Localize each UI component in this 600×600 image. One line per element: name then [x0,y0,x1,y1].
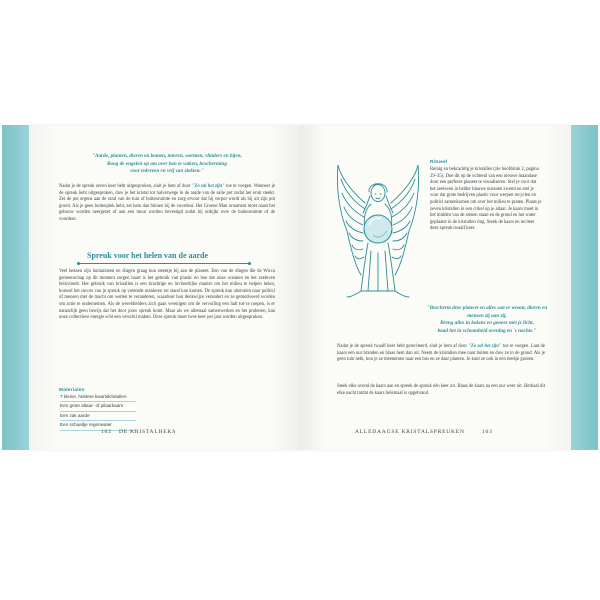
list-item: Een grote altaar- of pilaarkaars [60,402,136,411]
intro-paragraph: Veel heksen zijn humanisten en dragen graag hun steentje bij aan de planeet. Een van de dingen die de Wicca gemeenschap op dit moment zorgen baart is het gebruik van plastic en hoe dat onze oceanen en het zeeleven beïnvloedt. Het gebruik van kristallen is een krachtige en invloedrijke manier om het milieu te helpen helen, hoewel het succes van je spreuk op vreemde manieren tot stand kan komen. De spreuk kan uitstralen naar politici of mensen met de macht om wetten te veranderen, waardoor hun denkwijze verandert en ze gemotiveerd worden om actie te ondernemen. Als de wereldleiders zich gaan verenigen om de vervuiling een halt toe te roepen, is er natuurlijk geen bewijs dat het door jouw spreuk komt. Maar als we allemaal samenwerken en het proberen, kan onze collectieve energie echt een verschil maken. Deze spreuk moet twee keer per jaar worden uitgesproken. [59,269,275,321]
list-item: 7 kleine, heldere kwartskristallen [60,393,136,402]
materials-list [60,393,136,431]
closing-paragraph-right [337,344,545,364]
running-header-right: ALLEDAAGSE KRISTALSPREUKEN [355,429,465,435]
closing-phrase: "Zo zal het zijn" [468,344,502,349]
right-page-edge [571,125,598,450]
section-title: Spreuk voor het helen van de aarde [87,251,209,260]
closing-phrase: "Zo zal het zijn" [191,184,225,189]
page-number-right: 163 [482,429,493,435]
ritual-paragraph: Reinig en bekrachtig je kristallen (zie hoofdstuk 2, pagina 29–35). Doe dit op de ochtend van een nieuwe maandase door een perfecte planeet te visualiseren. Stel je voor dat het zeeleven in helder blauwe oceanen zwemt en stel je voor dat grote bedrijven plastic voor werpen recyclen en politici samenkomen om over het milieu te praten. Plaats je zeven kristallen in een cirkel op je altaar. Je kaars moet in het midden van de stenen staan en de grond en het water geplaatst in de kristallen ring. Steek de kaars en reciteer deze spreuk twaalf keer. [430,167,542,232]
ritual-heading: Ritueel [430,160,448,165]
running-header-left: DE KRISTALHEKS [119,429,177,435]
closing-text-rest: toe te voegen. Wanneer je de spreuk hebt uitgesproken, duw je het kristal tot halverwege in de aarde van de salie pot zodat het eruit steekt. Zet de pot ergens aan de rand van de tuin of buitenruimte en zorg ervoor dat hij verpot wordt als hij uit zijn pot groeit. Als je geen buitenplek hebt, zet hem dan binnen bij de voordeur. Het Groene Man ornament moet naast het gebouw worden neergezet of aan een muur worden bevestigd zodat hij uitkijkt over de buitenruimte of de voordeur. [59,184,275,222]
angel-with-crystal-ball-icon [335,163,421,301]
materials-heading: Materialen [59,388,85,393]
list-item: Een schaaltje regenwater [60,421,136,430]
list-item: Een zak aarde [60,412,136,421]
planet-protection-quote: "Bescherm deze planeet en alles wat er woont, dieren en mensen zij aan zij, Breng alles in balans en genees met je licht, baad het in schoonheid overdag en 's nachts." [426,305,548,334]
right-page [300,125,571,450]
book-spread [29,125,571,450]
earth-blessing-quote: "Aarde, planten, dieren en bomen, mieren, wormen, vlinders en bijen, Boog de engelen op om over hen te waken, bescherming voor iedereen en vrij van ziekten." [92,153,242,175]
closing-paragraph [59,184,275,224]
title-rule-right-dot [248,262,251,265]
closing-text-rest: toe te voegen. Laat de kaars een uur branden en blaas hem dan uit. Neem de kristallen mee naar buiten en duw ze in de grond. Als je geen tuin hebt, kun je ze meenemen naar een bos en ze daar planten. Je kunt ze ook in een beekje gooien. [337,344,545,363]
closing-text-start: Nadat je de spreuk twaalf keer hebt gereciteerd, sluit je hem af door [337,344,469,349]
title-rule-left-dot [77,262,80,265]
title-rule [79,263,249,264]
left-page [29,125,300,450]
page-number-left: 162 [101,429,112,435]
closing-text-start: Nadat je de spreuk zeven keer hebt uitgesproken, sluit je hem af door [59,184,192,189]
nightly-paragraph: Steek elke avond de kaars aan en spreek de spreuk één keer uit. Blaas de kaars na een uur weer uit. Herhaal dit elke nacht totdat de kaars helemaal is opgebrand. [337,384,545,396]
left-page-edge [2,125,29,450]
